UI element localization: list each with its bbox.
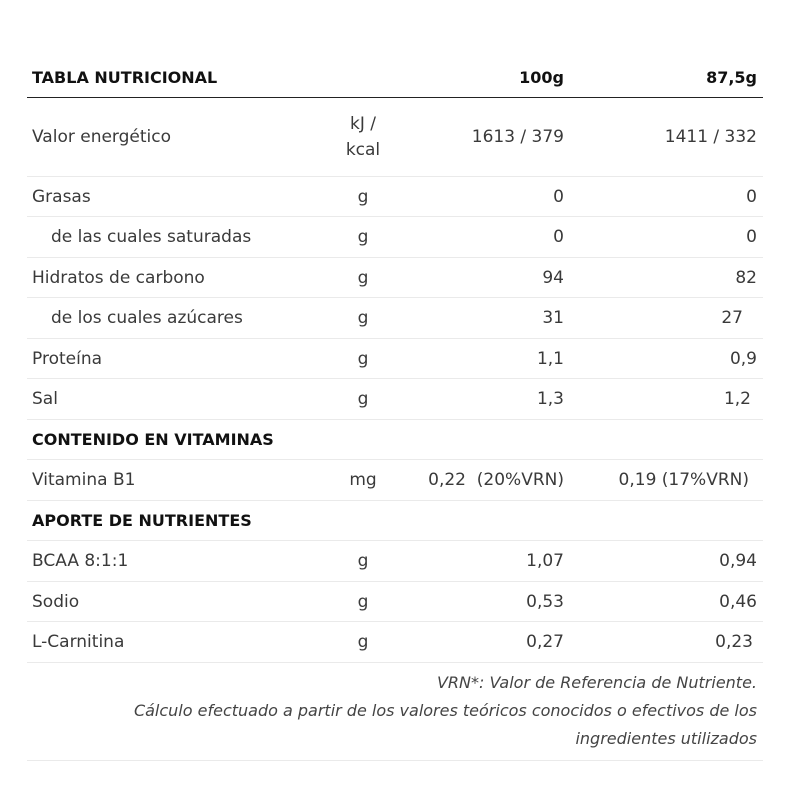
row-value-portion: 0 xyxy=(746,186,757,207)
row-value-100g: 94 xyxy=(542,267,564,288)
section-header-nutrients xyxy=(27,501,763,541)
row-label: de las cuales saturadas xyxy=(51,227,252,247)
footnote-line: ingredientes utilizados xyxy=(575,729,757,748)
column-header-100g: 100g xyxy=(519,68,564,87)
section-title: APORTE DE NUTRIENTES xyxy=(32,511,252,530)
row-label: Valor energético xyxy=(32,127,172,147)
row-unit: g xyxy=(357,389,369,409)
row-unit: g xyxy=(357,267,369,288)
row-value-portion: 0,23 xyxy=(715,632,753,652)
table-row xyxy=(27,339,763,379)
row-value-portion: 27 xyxy=(721,308,743,328)
table-row xyxy=(27,622,763,663)
row-label: Sodio xyxy=(32,591,80,612)
row-unit: g xyxy=(357,186,369,207)
section-header-vitamins xyxy=(27,420,763,460)
row-value-portion: 0,46 xyxy=(719,591,757,612)
column-header-portion: 87,5g xyxy=(706,68,757,87)
row-value-portion: 0,94 xyxy=(719,551,757,571)
row-value-100g: 0,27 xyxy=(526,632,564,652)
table-header xyxy=(27,58,763,98)
row-value-portion: 0,19 (17%VRN) xyxy=(618,470,749,490)
row-value-100g: 1613 / 379 xyxy=(471,127,564,147)
row-unit: kJ / kcal xyxy=(345,114,381,160)
row-value-100g: 1,3 xyxy=(536,389,564,409)
table-row xyxy=(27,541,763,582)
footnote xyxy=(27,663,763,761)
table-row xyxy=(27,298,763,339)
table-row xyxy=(27,98,763,177)
table-row xyxy=(27,258,763,298)
row-label: Proteína xyxy=(32,348,103,369)
table-row xyxy=(27,379,763,420)
row-value-100g: 1,1 xyxy=(536,348,564,369)
row-value-100g: 0 xyxy=(553,186,564,207)
row-value-portion: 0 xyxy=(746,227,757,247)
row-unit: g xyxy=(357,227,369,247)
row-value-100g: 0,22 (20%VRN) xyxy=(428,470,564,490)
nutrition-table xyxy=(27,58,763,761)
row-unit: g xyxy=(357,551,369,571)
row-value-100g: 31 xyxy=(542,308,564,328)
row-label: Hidratos de carbono xyxy=(32,267,205,288)
row-value-100g: 0,53 xyxy=(526,591,564,612)
section-title: CONTENIDO EN VITAMINAS xyxy=(32,430,274,449)
row-value-portion: 1411 / 332 xyxy=(664,127,757,147)
row-value-portion: 82 xyxy=(735,267,757,288)
row-unit: mg xyxy=(349,470,377,490)
row-label: BCAA 8:1:1 xyxy=(32,551,129,571)
table-row xyxy=(27,460,763,501)
table-title: TABLA NUTRICIONAL xyxy=(32,68,218,87)
row-label: de los cuales azúcares xyxy=(51,308,243,328)
row-unit: g xyxy=(357,348,369,369)
row-unit: g xyxy=(357,308,369,328)
row-value-100g: 1,07 xyxy=(526,551,564,571)
row-unit: g xyxy=(357,632,369,652)
table-row xyxy=(27,217,763,258)
row-label: Vitamina B1 xyxy=(32,470,136,490)
row-label: Sal xyxy=(32,389,58,409)
table-row xyxy=(27,582,763,622)
row-unit: g xyxy=(357,591,369,612)
footnote-line: VRN*: Valor de Referencia de Nutriente. xyxy=(436,673,757,692)
row-label: L-Carnitina xyxy=(32,632,125,652)
footnote-line: Cálculo efectuado a partir de los valores teóricos conocidos o efectivos de los xyxy=(133,701,757,720)
row-value-portion: 1,2 xyxy=(723,389,751,409)
row-value-portion: 0,9 xyxy=(729,348,757,369)
row-value-100g: 0 xyxy=(553,227,564,247)
row-label: Grasas xyxy=(32,186,91,207)
table-row xyxy=(27,177,763,217)
